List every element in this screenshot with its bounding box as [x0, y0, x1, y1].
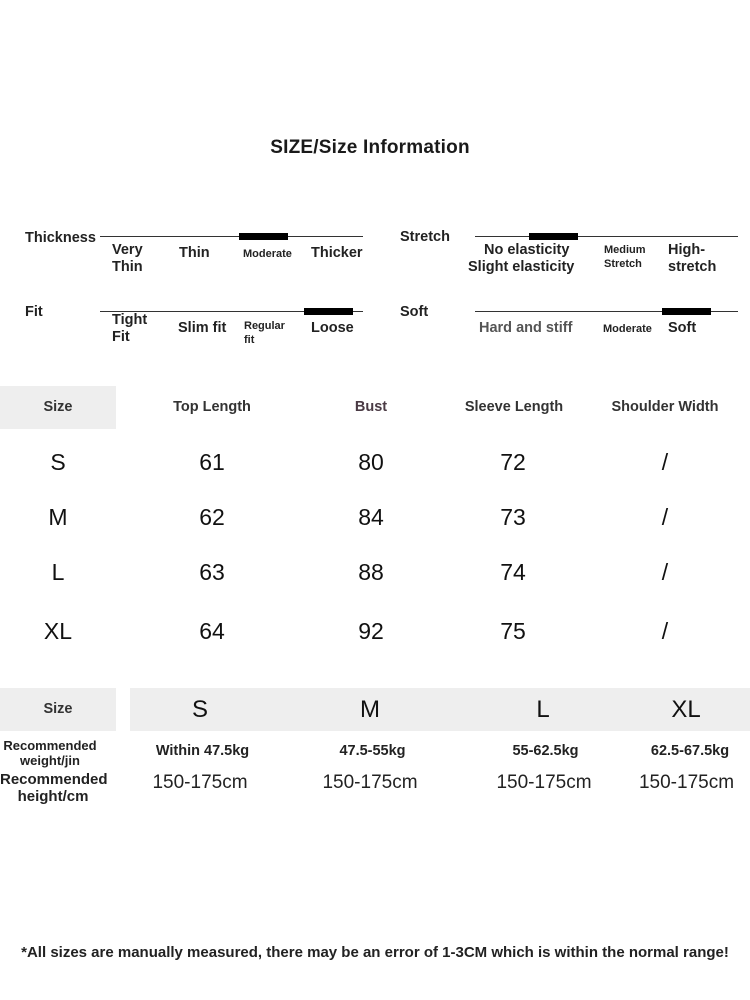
thickness-option-very-thin: Very Thin [112, 242, 143, 275]
thickness-option-thin: Thin [179, 245, 210, 261]
thickness-selected-marker [239, 233, 288, 240]
stretch-scale-line [475, 236, 738, 237]
recommend-header-size: Size [0, 688, 116, 731]
recommend-size-s: S [191, 696, 208, 723]
soft-option-hard: Hard and stiff [479, 320, 573, 336]
stretch-option-medium: Medium Stretch [604, 244, 646, 270]
fit-option-tight: Tight Fit [112, 312, 148, 345]
table-cell-shoulder-width: / [661, 559, 669, 585]
fit-option-loose: Loose [311, 320, 354, 336]
table-header-bust: Bust [354, 399, 388, 415]
recommend-weight-l: 55-62.5kg [512, 743, 579, 759]
table-cell-bust: 92 [358, 618, 384, 644]
recommend-height-m: 150-175cm [322, 772, 418, 793]
soft-option-moderate: Moderate [603, 323, 652, 335]
thickness-option-thicker: Thicker [311, 245, 363, 261]
table-cell-bust: 88 [358, 559, 384, 585]
thickness-label: Thickness [25, 230, 96, 246]
table-cell-size: S [50, 449, 66, 475]
page-title: SIZE/Size Information [270, 137, 470, 158]
recommend-size-l: L [536, 696, 550, 723]
soft-selected-marker [662, 308, 711, 315]
recommend-weight-m: 47.5-55kg [339, 743, 406, 759]
table-cell-shoulder-width: / [661, 618, 669, 644]
table-cell-top-length: 61 [199, 449, 225, 475]
fit-selected-marker [304, 308, 353, 315]
table-cell-size: XL [43, 618, 73, 644]
table-cell-shoulder-width: / [661, 504, 669, 530]
table-header-size: Size [0, 386, 116, 429]
fit-option-regular: Regular fit [244, 320, 285, 346]
table-header-top-length: Top Length [173, 399, 251, 415]
table-cell-size: M [48, 504, 68, 530]
recommend-weight-s: Within 47.5kg [155, 743, 250, 759]
thickness-scale-line [100, 236, 363, 237]
table-cell-bust: 84 [358, 504, 384, 530]
fit-label: Fit [25, 304, 43, 320]
soft-option-soft: Soft [668, 320, 697, 336]
table-cell-top-length: 64 [199, 618, 225, 644]
stretch-option-no-elasticity: No elasticity [484, 242, 570, 258]
stretch-label: Stretch [400, 229, 450, 245]
recommend-size-m: M [360, 696, 380, 723]
table-cell-shoulder-width: / [661, 449, 669, 475]
thickness-option-moderate: Moderate [243, 248, 292, 260]
table-cell-bust: 80 [358, 449, 384, 475]
recommend-height-xl: 150-175cm [638, 772, 735, 793]
table-header-shoulder-width: Shoulder Width [611, 399, 719, 415]
table-header-sleeve-length: Sleeve Length [464, 399, 564, 415]
fit-option-slim: Slim fit [178, 320, 227, 336]
table-cell-sleeve-length: 74 [500, 559, 526, 585]
stretch-option-slight-elasticity: Slight elasticity [468, 259, 575, 275]
soft-label: Soft [400, 304, 429, 320]
table-cell-sleeve-length: 72 [500, 449, 526, 475]
recommend-height-l: 150-175cm [496, 772, 592, 793]
recommend-height-label: Recommended height/cm [0, 771, 108, 805]
recommend-height-s: 150-175cm [152, 772, 248, 793]
stretch-option-high: High-stretch [668, 242, 717, 275]
measurement-note: *All sizes are manually measured, there may be an error of 1-3CM which is within the normal range! [21, 944, 729, 961]
recommend-weight-label: Recommended weight/jin [3, 738, 97, 768]
table-cell-sleeve-length: 75 [500, 618, 526, 644]
table-cell-sleeve-length: 73 [500, 504, 526, 530]
table-cell-top-length: 62 [199, 504, 225, 530]
recommend-size-xl: XL [671, 696, 701, 723]
recommend-weight-xl: 62.5-67.5kg [650, 743, 730, 759]
table-cell-top-length: 63 [199, 559, 225, 585]
stretch-selected-marker [529, 233, 578, 240]
table-cell-size: L [51, 559, 65, 585]
